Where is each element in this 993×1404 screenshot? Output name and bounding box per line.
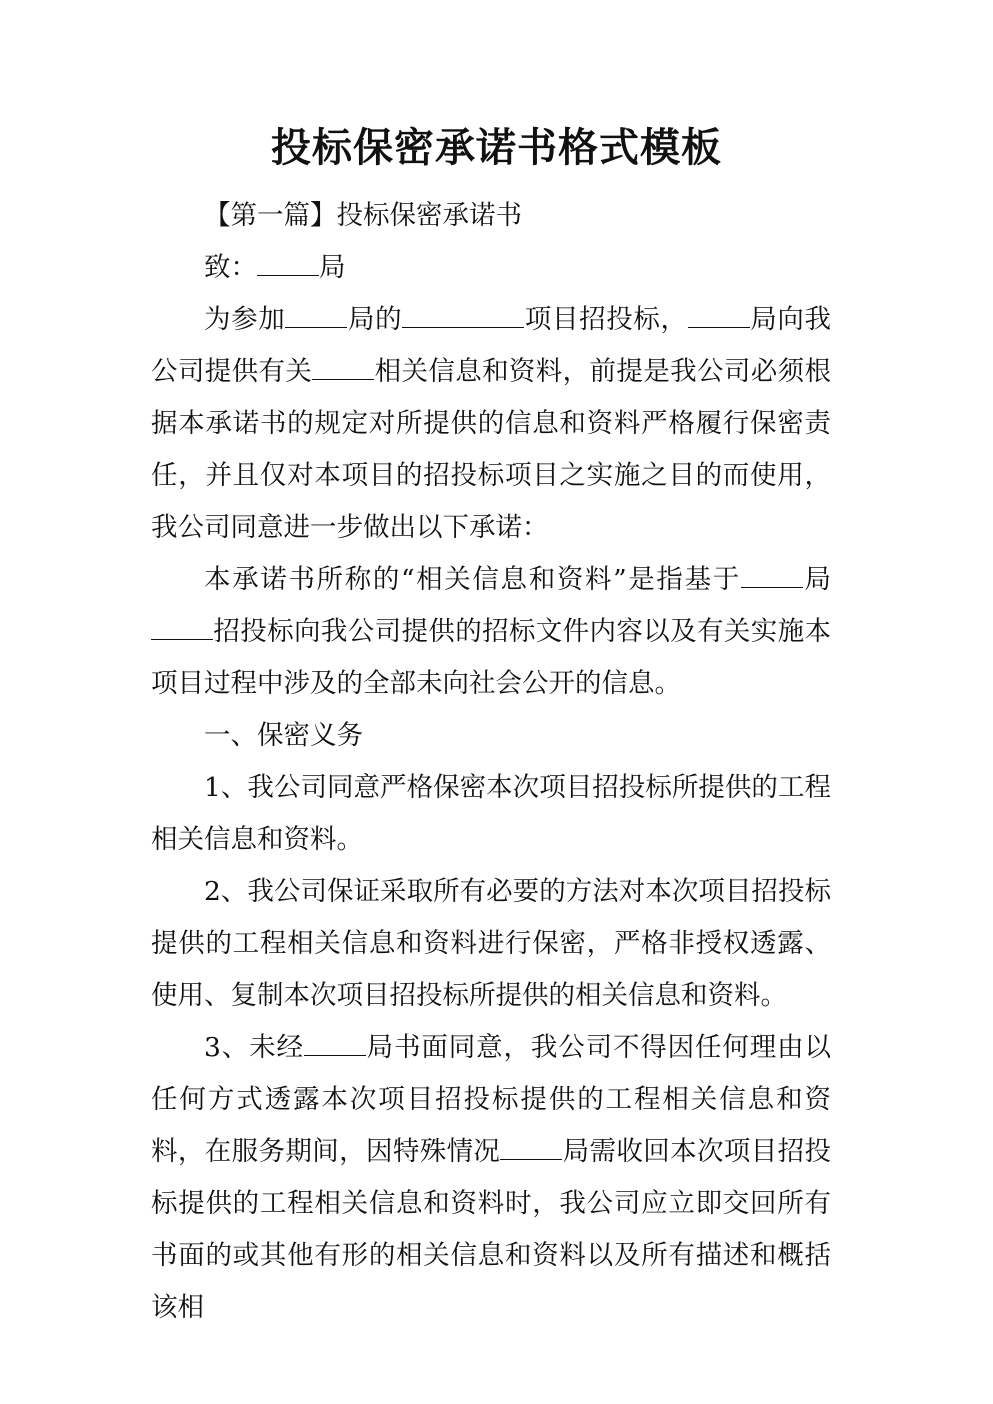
blank-field bbox=[312, 349, 374, 380]
clause-2-text: 2、我公司保证采取所有必要的方法对本次项目招投标提供的工程相关信息和资料进行保密，严格非授权透露、使用、复制本次项目招投标所提供的相关信息和资料。 bbox=[151, 876, 831, 1011]
clause-2 bbox=[151, 866, 831, 1022]
definition-text-1: 本承诺书所称的“相关信息和资料”是指基于 bbox=[204, 564, 741, 595]
section-heading-confidentiality bbox=[151, 710, 831, 762]
addressee-line bbox=[151, 242, 831, 294]
blank-field bbox=[402, 297, 524, 328]
blank-field bbox=[285, 297, 347, 328]
intro-paragraph bbox=[151, 294, 831, 554]
clause-1-text: 1、我公司同意严格保密本次项目招投标所提供的工程相关信息和资料。 bbox=[151, 772, 831, 855]
blank-field bbox=[500, 1129, 562, 1160]
blank-field bbox=[257, 245, 319, 276]
document-title: 投标保密承诺书格式模板 bbox=[271, 124, 722, 171]
clause-3 bbox=[151, 1022, 831, 1334]
part-heading bbox=[151, 190, 831, 242]
definition-text-2: 局 bbox=[802, 564, 831, 595]
definition-paragraph bbox=[151, 554, 831, 710]
addressee-suffix: 局 bbox=[319, 252, 346, 283]
intro-text-1: 为参加 bbox=[204, 304, 286, 335]
blank-field bbox=[688, 297, 750, 328]
clause-3-text-3: 局需收回本次项目招投标提供的工程相关信息和资料时，我公司应立即交回所有书面的或其他有形的相关信息和资料以及所有描述和概括该相 bbox=[151, 1136, 832, 1323]
clause-3-text-1: 3、未经 bbox=[204, 1032, 304, 1063]
intro-text-5: 相关信息和资料，前提是我公司必须根据本承诺书的规定对所提供的信息和资料严格履行保密责任，并且仅对本项目的招投标项目之实施之目的而使用，我公司同意进一步做出以下承诺： bbox=[151, 356, 832, 543]
intro-text-2: 局的 bbox=[347, 304, 403, 335]
clause-3-text-2: 局书面同意，我公司不得因任何理由以任何方式透露本次项目招投标提供的工程相关信息和资料，在服务期间，因特殊情况 bbox=[151, 1032, 831, 1167]
intro-text-3: 项目招投标， bbox=[524, 304, 688, 335]
definition-text-3: 招投标向我公司提供的招标文件内容以及有关实施本项目过程中涉及的全部未向社会公开的信息。 bbox=[151, 616, 831, 699]
addressee-prefix: 致： bbox=[204, 252, 257, 283]
blank-field bbox=[741, 557, 803, 588]
document-body bbox=[151, 190, 831, 1334]
part-heading-text: 【第一篇】投标保密承诺书 bbox=[204, 200, 522, 231]
intro-text-4: 局向我公司提供有关 bbox=[151, 304, 831, 387]
clause-1 bbox=[151, 762, 831, 866]
blank-field bbox=[304, 1025, 366, 1056]
blank-field bbox=[151, 609, 213, 640]
section-heading-text: 一、保密义务 bbox=[204, 720, 363, 751]
